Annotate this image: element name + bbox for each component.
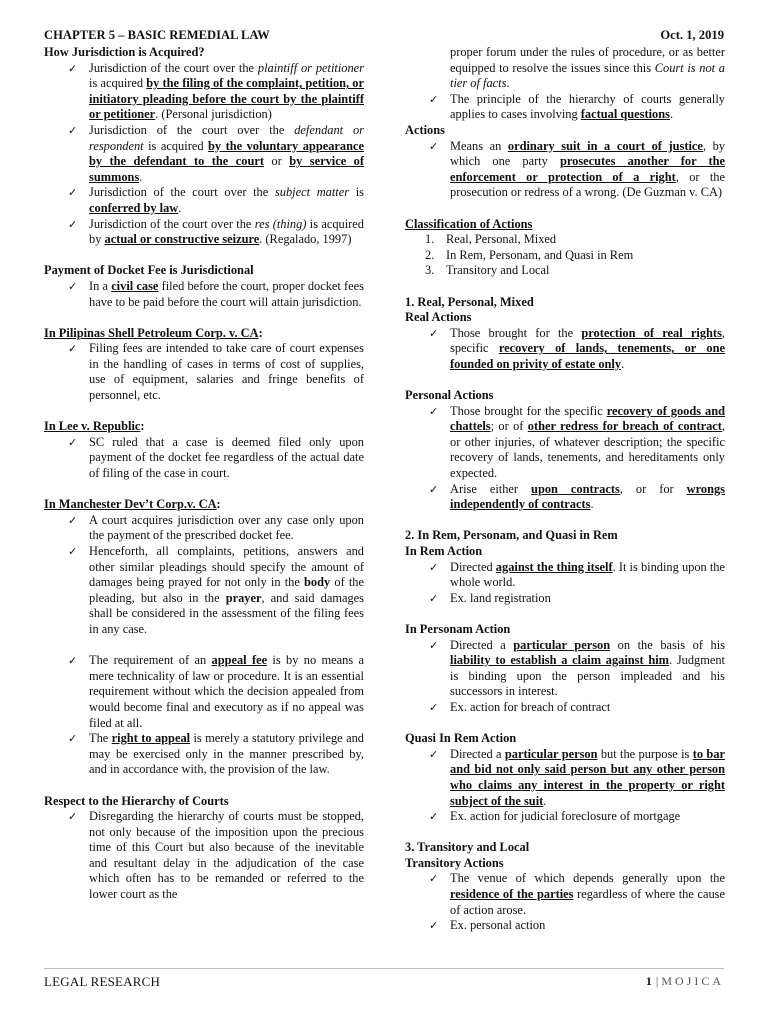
list-item: 1. Real, Personal, Mixed: [425, 232, 557, 247]
check-icon: ✓: [68, 123, 78, 137]
list-item: 3. Transitory and Local: [425, 263, 550, 278]
heading-in-personam: In Personam Action: [405, 621, 511, 636]
section-heading-1: 1. Real, Personal, Mixed: [405, 294, 534, 309]
list-item: ✓ In a civil case filed before the court, proper docket fees have to be paid before the court will attain jurisdiction.: [68, 278, 364, 309]
left-column: [44, 45, 364, 903]
check-icon: ✓: [68, 435, 78, 449]
check-icon: ✓: [429, 638, 439, 652]
list-item: ✓ Jurisdiction of the court over the defendant or respondent is acquired by the voluntary appearance by the defendant to the court or by service of summons.: [68, 122, 365, 184]
check-icon: ✓: [68, 279, 78, 293]
check-icon: ✓: [429, 326, 439, 340]
list-item: ✓ Filing fees are intended to take care of court expenses in the handling of cases in terms of cost of supplies, use of equipment, salaries and fringe benefits of personnel, etc.: [68, 341, 364, 403]
heading-lee-case: In Lee v. Republic:: [44, 419, 145, 434]
list-item: ✓ Ex. action for breach of contract: [429, 699, 611, 714]
footer-separator: |: [655, 974, 662, 988]
page-footer: [44, 968, 724, 991]
check-icon: ✓: [429, 810, 439, 824]
check-icon: ✓: [68, 654, 78, 668]
list-item: ✓ Jurisdiction of the court over the plaintiff or petitioner is acquired by the filing of the complaint, petition, or initiatory pleading before the court by the plaintiff or petitioner. (Personal jurisdiction): [68, 60, 364, 122]
list-item-continued: proper forum under the rules of procedure, or as better equipped to resolve the issues since this Court is not a tier of facts.: [450, 45, 725, 91]
list-item: ✓ Ex. action for judicial foreclosure of mortgage: [429, 809, 681, 824]
heading-in-rem: In Rem Action: [405, 544, 483, 558]
check-icon: ✓: [429, 872, 439, 886]
check-icon: ✓: [429, 919, 439, 933]
list-item: ✓ Ex. personal action: [429, 918, 546, 933]
list-item: ✓ Means an ordinary suit in a court of justice, by which one party prosecutes another for the enforcement or protection of a right, or the prosecution or redress of a wrong. (De Guzman v. CA): [429, 138, 725, 200]
heading-docket-fee: Payment of Docket Fee is Jurisdictional: [44, 263, 254, 278]
list-item: ✓ Directed a particular person but the purpose is to bar and bid not only said person but any other person who claims any interest in the property or right subject of the suit.: [429, 746, 726, 808]
classification-list: [405, 232, 725, 279]
check-icon: ✓: [68, 513, 78, 527]
check-icon: ✓: [68, 342, 78, 356]
list-item: ✓ Disregarding the hierarchy of courts must be stopped, not only because of the imposition upon the precious time of this Court but also because of the inevitable and resultant delay in the adjudication of the case which often has to be remanded or referred to the lower court as the: [68, 809, 364, 902]
list-item: ✓ Ex. land registration: [429, 590, 551, 605]
list-item: ✓ Directed against the thing itself. It is binding upon the whole world.: [429, 559, 725, 590]
check-icon: ✓: [429, 700, 439, 714]
check-icon: ✓: [68, 217, 78, 231]
footer-page-info: [646, 974, 724, 990]
footer-title: LEGAL RESEARCH: [44, 974, 161, 989]
section-heading-3: 3. Transitory and Local: [405, 840, 530, 855]
list-item: ✓ SC ruled that a case is deemed filed only upon payment of the docket fee regardless of the actual date of filing of the case in court.: [68, 434, 364, 481]
list-item: ✓ Henceforth, all complaints, petitions, answers and other similar pleadings should specify the amount of damages being prayed for not only in the body of the pleading, but also in the prayer, and said damages shall be considered in the assessment of the filing fees in any case.: [68, 544, 364, 636]
list-item: ✓ Directed a particular person on the basis of his liability to establish a claim against him. Judgment is binding upon the person impleaded and his successors in interest.: [429, 637, 725, 699]
check-icon: ✓: [429, 404, 439, 418]
page-header: [44, 28, 724, 44]
list-item: ✓ The requirement of an appeal fee is by no means a mere technicality of law or procedure. It is an essential requirement without which the decision appealed from would become final and executory as if no appeal was filed at all.: [68, 653, 364, 730]
check-icon: ✓: [68, 732, 78, 746]
check-icon: ✓: [429, 92, 439, 106]
heading-personal-actions: Personal Actions: [405, 388, 494, 403]
heading-jurisdiction: How Jurisdiction is Acquired?: [44, 45, 205, 59]
list-item: 2. In Rem, Personam, and Quasi in Rem: [425, 247, 634, 262]
check-icon: ✓: [429, 139, 439, 153]
heading-actions: Actions: [405, 122, 445, 137]
list-item: ✓ The venue of which depends generally upon the residence of the parties regardless of where the cause of action arose.: [429, 871, 725, 917]
check-icon: ✓: [429, 747, 439, 761]
heading-shell-case: In Pilipinas Shell Petroleum Corp. v. CA:: [44, 325, 263, 340]
check-icon: ✓: [429, 560, 439, 574]
footer-author: MOJICA: [661, 974, 724, 988]
page-number: 1: [645, 974, 652, 988]
check-icon: ✓: [68, 545, 78, 558]
list-item: ✓ The right to appeal is merely a statutory privilege and may be exercised only in the manner prescribed by, and in accordance with, the provision of the law.: [68, 731, 364, 777]
list-item: ✓ A court acquires jurisdiction over any case only upon the payment of the prescribed docket fee.: [68, 512, 364, 543]
check-icon: ✓: [68, 810, 78, 824]
jurisdiction-list: [44, 61, 364, 248]
heading-manchester-case: In Manchester Dev’t Corp.v. CA:: [44, 497, 221, 512]
check-icon: ✓: [429, 591, 439, 605]
heading-transitory: Transitory Actions: [405, 855, 504, 870]
heading-hierarchy: Respect to the Hierarchy of Courts: [44, 793, 229, 808]
list-item: ✓ Those brought for the protection of real rights, specific recovery of lands, tenements, or one founded on privity of estate only.: [429, 325, 726, 371]
section-heading-2: 2. In Rem, Personam, and Quasi in Rem: [405, 528, 618, 543]
heading-classification: Classification of Actions: [405, 216, 533, 231]
check-icon: ✓: [68, 61, 78, 75]
check-icon: ✓: [429, 482, 439, 496]
right-column: [405, 45, 725, 934]
heading-real-actions: Real Actions: [405, 310, 472, 325]
heading-quasi-in-rem: Quasi In Rem Action: [405, 731, 517, 746]
check-icon: ✓: [68, 186, 78, 200]
list-item: ✓ Arise either upon contracts, or for wrongs independently of contracts.: [429, 481, 725, 512]
list-item: ✓ Jurisdiction of the court over the res (thing) is acquired by actual or constructive seizure. (Regalado, 1997): [68, 216, 364, 247]
list-item: ✓ The principle of the hierarchy of courts generally applies to cases involving factual questions.: [429, 91, 725, 122]
list-item: ✓ Jurisdiction of the court over the subject matter is conferred by law.: [68, 185, 364, 215]
chapter-title: CHAPTER 5 – BASIC REMEDIAL LAW: [44, 28, 270, 42]
header-date: Oct. 1, 2019: [660, 28, 724, 42]
list-item: ✓ Those brought for the specific recovery of goods and chattels; or of other redress for breach of contract, or other injuries, of whatever description; the specific recovery of lands, tenements, and hereditaments only expected.: [429, 403, 725, 481]
